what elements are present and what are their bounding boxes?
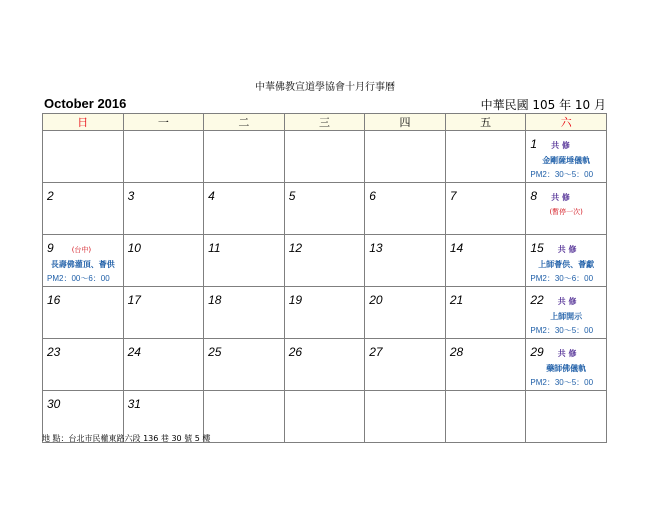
day-number: 29 [530, 345, 544, 359]
event-note: (暫停一次) [549, 208, 583, 216]
month-roc: 中華民國 105 年 10 月 [480, 98, 606, 112]
event-time: PM2：30～6：00 [530, 274, 594, 283]
day-cell [123, 183, 204, 235]
calendar-title: 中華佛教宣道學協會十月行事曆 [255, 82, 395, 93]
day-cell [445, 183, 526, 235]
week-row [43, 235, 607, 287]
event-label: 共 修 [557, 349, 577, 358]
weekday-tue: 二 [204, 114, 285, 131]
event-name: 長壽佛灌頂、薈供 [50, 260, 115, 269]
day-number: 14 [449, 241, 464, 255]
week-row [43, 131, 607, 183]
day-number: 11 [208, 241, 221, 255]
day-number: 2 [47, 189, 54, 203]
day-number: 7 [449, 189, 457, 203]
day-number: 26 [288, 345, 303, 359]
day-cell [526, 183, 607, 235]
day-cell [365, 131, 446, 183]
day-cell [123, 339, 204, 391]
day-number: 19 [288, 293, 303, 307]
day-cell [445, 131, 526, 183]
event-time: PM2：30～5：00 [530, 378, 594, 387]
day-cell [445, 287, 526, 339]
day-cell [43, 131, 124, 183]
day-number: 27 [369, 345, 383, 359]
day-cell [365, 339, 446, 391]
event-name: 上師開示 [550, 312, 583, 321]
day-number: 13 [369, 241, 383, 255]
day-cell [204, 391, 285, 443]
day-cell [204, 235, 285, 287]
day-cell [365, 235, 446, 287]
event-name: 藥師佛儀軌 [546, 364, 587, 373]
event-location: (台中) [71, 246, 92, 254]
day-cell [284, 391, 365, 443]
day-number: 30 [47, 397, 61, 411]
day-number: 12 [288, 241, 303, 255]
day-cell [365, 183, 446, 235]
day-number: 6 [369, 189, 376, 203]
day-number: 21 [449, 293, 464, 307]
day-number: 15 [530, 241, 544, 255]
day-cell [43, 339, 124, 391]
week-row [43, 287, 607, 339]
day-cell [43, 183, 124, 235]
day-cell [43, 235, 124, 287]
day-number: 10 [127, 241, 141, 255]
event-label: 共 修 [551, 193, 570, 202]
event-time: PM2：30～5：00 [530, 170, 594, 179]
day-number: 8 [530, 189, 538, 203]
day-cell [284, 131, 365, 183]
day-cell [284, 287, 365, 339]
day-number: 28 [449, 345, 464, 359]
day-cell [526, 131, 607, 183]
event-time: PM2：30～5：00 [530, 326, 594, 335]
calendar-grid [42, 113, 607, 443]
month-english: October 2016 [44, 96, 127, 111]
day-cell [365, 391, 446, 443]
day-number: 1 [530, 137, 538, 151]
event-label: 共 修 [551, 141, 570, 150]
day-cell [123, 131, 204, 183]
day-cell [284, 339, 365, 391]
day-cell [284, 235, 365, 287]
weekday-header-row [43, 114, 607, 131]
day-number: 16 [47, 293, 61, 307]
day-number: 25 [208, 345, 222, 359]
weekday-wed: 三 [284, 114, 365, 131]
weekday-sat: 六 [526, 114, 607, 131]
day-number: 20 [369, 293, 383, 307]
day-cell [526, 339, 607, 391]
day-cell [526, 391, 607, 443]
event-name: 金剛薩埵儀軌 [542, 156, 591, 165]
day-cell [526, 287, 607, 339]
day-number: 9 [47, 241, 54, 255]
day-cell [204, 287, 285, 339]
weekday-sun: 日 [43, 114, 124, 131]
address-note: 地 點：台北市民權東路六段 136 巷 30 號 5 樓 [42, 434, 211, 443]
day-cell [445, 235, 526, 287]
day-cell [204, 131, 285, 183]
day-cell [43, 287, 124, 339]
day-number: 5 [288, 189, 296, 203]
day-number: 23 [47, 345, 61, 359]
event-label: 共 修 [557, 245, 577, 254]
day-cell [204, 183, 285, 235]
day-cell [365, 287, 446, 339]
week-row [43, 339, 607, 391]
day-cell [445, 391, 526, 443]
day-cell [445, 339, 526, 391]
day-cell [526, 235, 607, 287]
day-number: 24 [127, 345, 141, 359]
weekday-thu: 四 [365, 114, 446, 131]
day-cell [123, 287, 204, 339]
week-row [43, 183, 607, 235]
weekday-fri: 五 [445, 114, 526, 131]
day-number: 22 [530, 293, 544, 307]
day-number: 18 [208, 293, 222, 307]
day-cell [204, 339, 285, 391]
day-number: 31 [127, 397, 141, 411]
event-label: 共 修 [557, 297, 577, 306]
day-number: 4 [208, 189, 215, 203]
day-cell [123, 235, 204, 287]
event-time: PM2：00～6：00 [47, 274, 110, 283]
day-number: 3 [127, 189, 135, 203]
day-cell [284, 183, 365, 235]
event-name: 上師薈供、薈獻 [538, 260, 595, 269]
weekday-mon: 一 [123, 114, 204, 131]
day-number: 17 [127, 293, 141, 307]
